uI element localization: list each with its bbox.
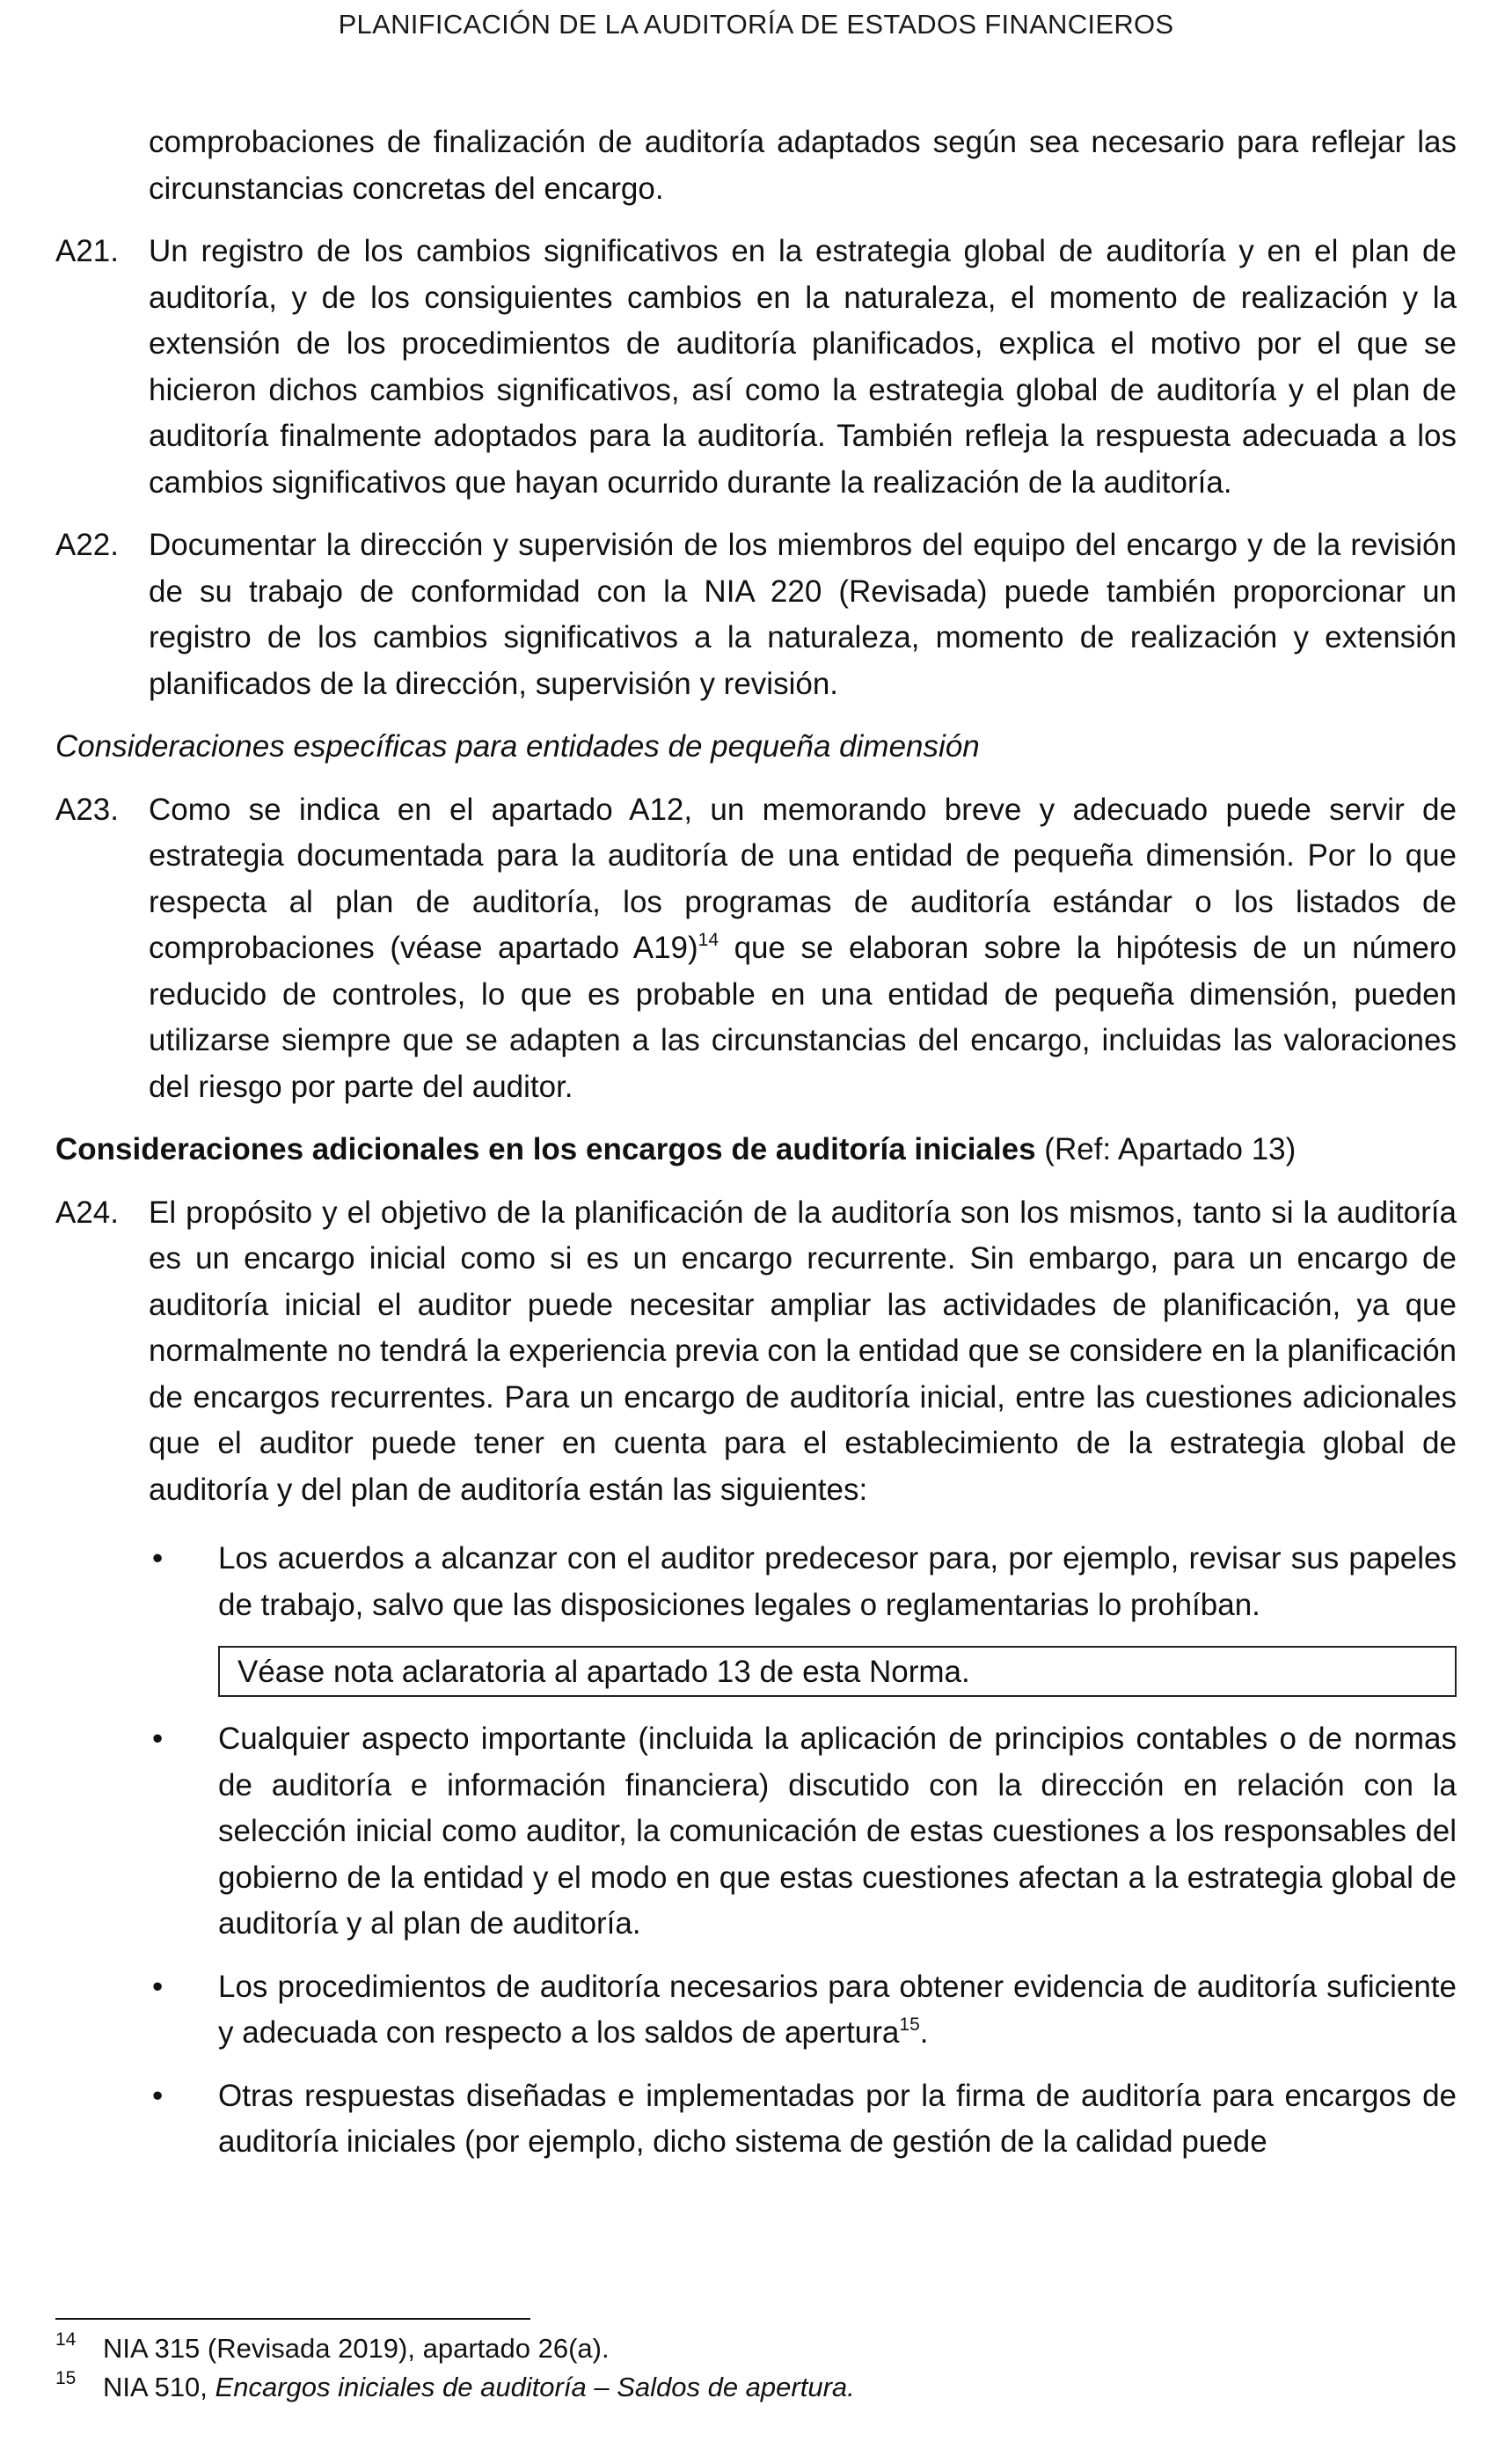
footnote-ref-15[interactable]: 15 [899, 2014, 920, 2035]
paragraph-text: Documentar la dirección y supervisión de los miembros del equipo del encargo y de la revisión de su trabajo de conformidad con la NIA 220 (Revisada) puede también proporcionar un registro de los cambios significativos a la naturaleza, momento de realización y extensión planificados de la dirección, supervisión y revisión. [149, 528, 1457, 701]
paragraph-text [149, 787, 1457, 1111]
paragraph-number: A22. [55, 528, 119, 562]
paragraph-a23 [55, 787, 1457, 1111]
bullet-item [55, 1964, 1457, 2057]
paragraph-number: A23. [55, 792, 119, 827]
bullet-icon: • [152, 1722, 164, 1756]
paragraph-a24 [55, 1190, 1457, 1514]
paragraph-number: A24. [55, 1195, 119, 1230]
footnotes [55, 2329, 1457, 2407]
bullet-icon: • [152, 2078, 164, 2113]
bullet-text: Otras respuestas diseñadas e implementadas por la firma de auditoría para encargos de auditoría iniciales (por ejemplo, dicho sistema de gestión de la calidad puede [218, 2078, 1457, 2159]
bullet-text-end: . [919, 2015, 929, 2050]
running-header: PLANIFICACIÓN DE LA AUDITORÍA DE ESTADOS FINANCIEROS [338, 9, 1174, 40]
bullet-text: Cualquier aspecto importante (incluida la aplicación de principios contables o de normas de auditoría e información financiera) discutido con la dirección en relación con la selección inicial como auditor, la comunicación de estas cuestiones a los responsables del gobierno de la entidad y el modo en que estas cuestiones afectan a la estrategia global de auditoría y al plan de auditoría. [218, 1722, 1457, 1941]
footnote-number: 15 [55, 2368, 77, 2388]
bullet-item [55, 1716, 1457, 1948]
continuation-paragraph: comprobaciones de finalización de auditoría adaptados según sea necesario para reflejar las circunstancias concretas del encargo. [149, 125, 1457, 206]
heading-reference: (Ref: Apartado 13) [1035, 1132, 1297, 1166]
footnote-number: 14 [55, 2329, 77, 2350]
bullet-item [55, 1536, 1457, 1628]
paragraph-text-part: Como se indica en el apartado A12, un memorando breve y adecuado puede servir de estrategia documentada para la auditoría de una entidad de pequeña dimensión. Por lo que respecta al plan de auditoría, los programas de auditoría estándar o los listados de comprobaciones (véase apartado A19) [149, 792, 1457, 965]
bullet-icon: • [152, 1541, 164, 1576]
footnote-14 [55, 2329, 1457, 2368]
paragraph-number: A21. [55, 234, 119, 268]
footnote-divider [55, 2318, 530, 2320]
footnote-text: NIA 315 (Revisada 2019), apartado 26(a). [103, 2333, 610, 2364]
heading-text: Consideraciones adicionales en los encargos de auditoría iniciales [55, 1132, 1036, 1166]
paragraph-a21 [55, 229, 1457, 506]
bullet-text [218, 1964, 1457, 2057]
footnote-ref-14[interactable]: 14 [698, 930, 719, 950]
paragraph-text: Un registro de los cambios significativos en la estrategia global de auditoría y en el plan de auditoría, y de los consiguientes cambios en la naturaleza, el momento de realización y la extensión de los procedimientos de auditoría planificados, explica el motivo por el que se hicieron dichos cambios significativos, así como la estrategia global de auditoría y el plan de auditoría finalmente adoptados para la auditoría. También refleja la respuesta adecuada a los cambios significativos que hayan ocurrido durante la realización de la auditoría. [149, 234, 1457, 500]
bullet-item [55, 2073, 1457, 2166]
paragraph-text: El propósito y el objetivo de la planificación de la auditoría son los mismos, tanto si la auditoría es un encargo inicial como si es un encargo recurrente. Sin embargo, para un encargo de auditoría inicial el auditor puede necesitar ampliar las actividades de planificación, ya que normalmente no tendrá la experiencia previa con la entidad que se considere en la planificación de encargos recurrentes. Para un encargo de auditoría inicial, entre las cuestiones adicionales que el auditor puede tener en cuenta para el establecimiento de la estrategia global de auditoría y del plan de auditoría están las siguientes: [149, 1195, 1457, 1507]
bullet-text: Los acuerdos a alcanzar con el auditor predecesor para, por ejemplo, revisar sus papeles de trabajo, salvo que las disposiciones legales o reglamentarias lo prohíban. [218, 1541, 1457, 1622]
section-heading-small-entities: Consideraciones específicas para entidades de pequeña dimensión [55, 729, 980, 764]
note-box: Véase nota aclaratoria al apartado 13 de esta Norma. [218, 1646, 1457, 1697]
footnote-15 [55, 2368, 1457, 2407]
paragraph-text-part: que se elaboran sobre la hipótesis de un número reducido de controles, lo que es probable en una entidad de pequeña dimensión, pueden utilizarse siempre que se adapten a las circunstancias del encargo, incluidas las valoraciones del riesgo por parte del auditor. [149, 931, 1457, 1104]
footnote-text-italic: Encargos iniciales de auditoría – Saldos de apertura. [215, 2372, 855, 2402]
section-heading-initial-engagements [55, 1127, 1457, 1173]
bullet-icon: • [152, 1969, 164, 2004]
bullet-text-part: Los procedimientos de auditoría necesarios para obtener evidencia de auditoría suficiente y adecuada con respecto a los saldos de apertura [218, 1969, 1457, 2050]
document-body [55, 120, 1457, 2166]
footnote-text: NIA 510, [103, 2372, 215, 2402]
paragraph-a22 [55, 523, 1457, 707]
